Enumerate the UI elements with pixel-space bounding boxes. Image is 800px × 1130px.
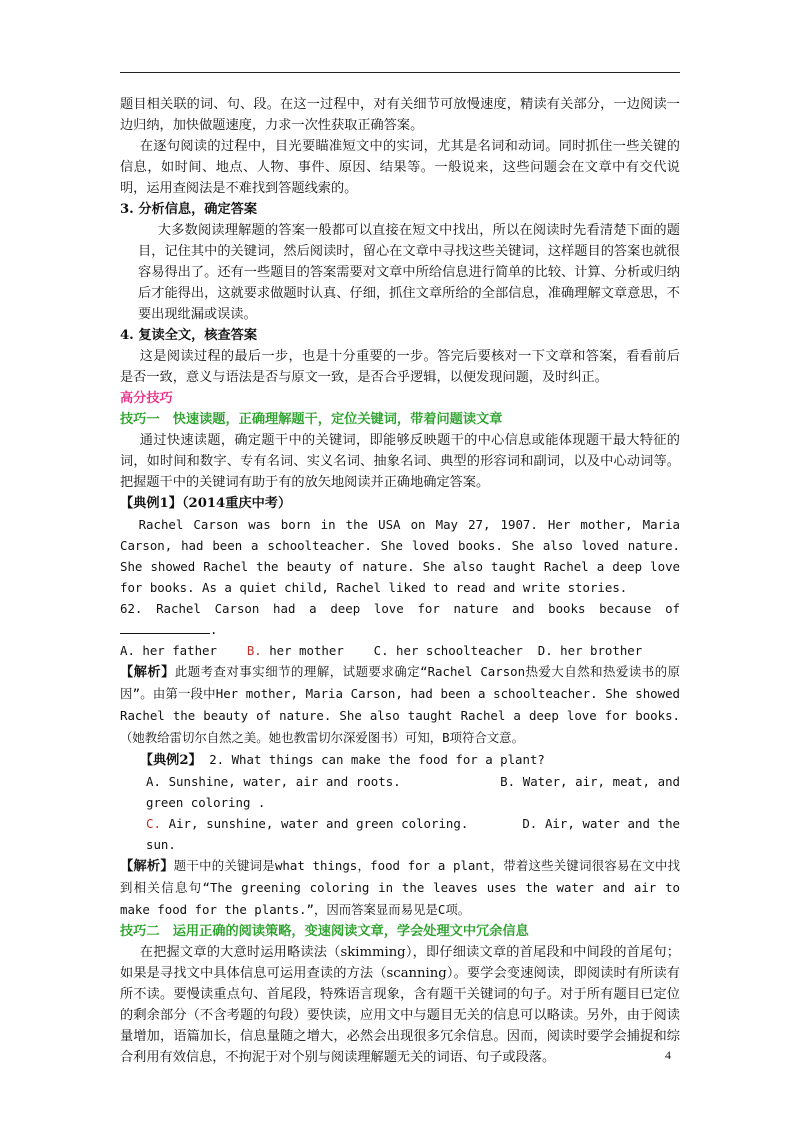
example1-analysis-text: 此题考查对事实细节的理解，试题要求确定“Rachel Carson热爱大自然和热爱读书的原因”。由第一段中Her mother, Maria Carson, had been a schoolteacher. She showed Rachel the beauty of nature. She also taught Rachel a deep love for books.（她教给雷切尔自然之美。她也教雷切尔深爱图书）可知，B项符合文意。 bbox=[120, 664, 680, 745]
example1-option-b-letter: B. bbox=[246, 643, 262, 658]
tip1-body: 通过快速读题，确定题干中的关键词，即能够反映题干的中心信息或能体现题干最大特征的词，如时间和数字、专有名词、实义名词、抽象名词、典型的形容词和副词，以及中心动词等。把握题干中的关键词有助于有的放矢地阅读并正确地确定答案。 bbox=[120, 433, 680, 490]
example1-option-d: D. her brother bbox=[537, 643, 643, 658]
tip2-body: 在把握文章的大意时运用略读法（skimming），即仔细读文章的首尾段和中间段的首尾句；如果是寻找文中具体信息可运用查读的方法（scanning）。要学会变速阅读，即阅读时有所读有所不读。要慢读重点句、首尾段，特殊语言现象，含有题干关键词的句子。对于所有题目已定位的剩余部分（不含考题的句段）要快读，应用文中与题目无关的信息可以略读。另外，由于阅读量增加，语篇加长，信息量随之增大，必然会出现很多冗余信息。因而，阅读时要学会捕捉和综合利用有效信息，不拘泥于对个别与阅读理解题无关的词语、句子或段落。 bbox=[120, 945, 680, 1065]
example2-label: 【典例2】 bbox=[139, 753, 202, 768]
example1-options bbox=[120, 640, 680, 661]
example2-analysis bbox=[120, 855, 680, 921]
page-number: 4 bbox=[665, 1048, 671, 1062]
tip2-title: 技巧二 运用正确的阅读策略，变速阅读文章，学会处理文中冗余信息 bbox=[120, 924, 529, 939]
example2-question: 2. What things can make the food for a plant? bbox=[201, 752, 545, 767]
example1-label: 【典例1】 bbox=[120, 496, 182, 511]
example1-source: （2014重庆中考） bbox=[181, 496, 292, 511]
page-content bbox=[120, 94, 680, 1068]
example2-option-d: D. Air, water and the sun. bbox=[146, 816, 681, 852]
example2-heading bbox=[120, 749, 680, 771]
step4-body: 这是阅读过程的最后一步，也是十分重要的一步。答完后要核对一下文章和答案，看看前后是否一致，意义与语法是否与原文一致，是否合乎逻辑，以便发现问题，及时纠正。 bbox=[120, 349, 680, 385]
example1-option-b-text: her mother bbox=[261, 643, 344, 658]
example1-question-end: . bbox=[210, 622, 218, 637]
example2-option-a: A. Sunshine, water, air and roots. bbox=[146, 774, 401, 789]
example2-option-b: B. Water, air, meat, and green coloring . bbox=[146, 774, 680, 810]
step3-body: 大多数阅读理解题的答案一般都可以直接在短文中找出，所以在阅读时先看清楚下面的题目，记住其中的关键词，然后阅读时，留心在文章中寻找这些关键词，这样题目的答案也就很容易得出了。还有一些题目的答案需要对文章中所给信息进行简单的比较、计算、分析或归纳后才能得出，这就要求做题时认真、仔细，抓住文章所给的全部信息，准确理解文章意思，不要出现纰漏或误读。 bbox=[138, 223, 680, 322]
example2-analysis-text: 题干中的关键词是what things，food for a plant，带着这些关键词很容易在文中找到相关信息句“The greening coloring in the leaves uses the water and air to make food for the plants.”，因而答案显而易见是C项。 bbox=[120, 858, 680, 917]
example2-options-cd bbox=[120, 813, 680, 855]
example2-option-c-letter: C. bbox=[146, 816, 161, 831]
step3-heading: 3. 分析信息，确定答案 bbox=[120, 202, 258, 217]
example1-question bbox=[120, 598, 680, 640]
answer-blank bbox=[120, 621, 210, 634]
example1-analysis-label: 【解析】 bbox=[120, 665, 175, 680]
example2-analysis-label: 【解析】 bbox=[120, 859, 174, 874]
step4-heading: 4. 复读全文，核查答案 bbox=[120, 328, 258, 343]
header-rule bbox=[120, 72, 680, 73]
example1-heading bbox=[120, 493, 680, 514]
example2-option-c-text: Air, sunshine, water and green coloring. bbox=[160, 816, 469, 831]
tip1-title: 技巧一 快速读题，正确理解题干，定位关键词，带着问题读文章 bbox=[120, 412, 503, 427]
example2-options-ab bbox=[120, 771, 680, 813]
example1-option-a: A. her father bbox=[120, 643, 217, 658]
example1-analysis bbox=[120, 661, 680, 749]
example1-option-c: C. her schoolteacher bbox=[373, 643, 523, 658]
example1-question-text: 62. Rachel Carson had a deep love for nature and books because of bbox=[120, 601, 680, 616]
intro-paragraph-2: 在逐句阅读的过程中，目光要瞄准短文中的实词，尤其是名词和动词。同时抓住一些关键的信息，如时间、地点、人物、事件、原因、结果等。一般说来，这些问题会在文章中有交代说明，运用查阅法是不难找到答题线索的。 bbox=[120, 139, 680, 196]
example1-passage: Rachel Carson was born in the USA on May 27, 1907. Her mother, Maria Carson, had been a schoolteacher. She loved books. She also loved nature. She showed Rachel the beauty of nature. She also taught Rachel a deep love for books. As a quiet child, Rachel liked to read and write stories. bbox=[120, 517, 680, 595]
tips-title: 高分技巧 bbox=[120, 391, 173, 406]
intro-paragraph-1: 题目相关联的词、句、段。在这一过程中，对有关细节可放慢速度，精读有关部分，一边阅读一边归纳，加快做题速度，力求一次性获取正确答案。 bbox=[120, 97, 680, 133]
